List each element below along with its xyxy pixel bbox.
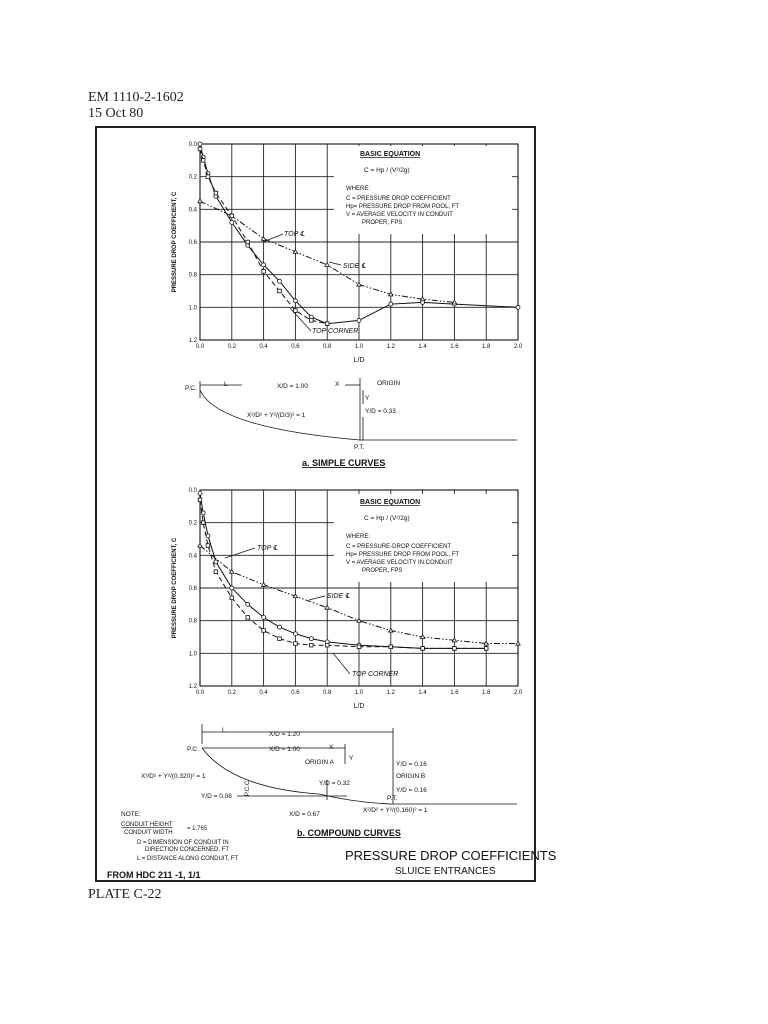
data-point	[201, 521, 205, 525]
x-tick-label: 0.2	[227, 344, 236, 350]
chart-a-x-axis-label: L/D	[353, 357, 365, 364]
x-tick-label: 0.0	[195, 690, 205, 696]
chart-b-geo-y-ratio-016b: Y/D = 0.16	[396, 787, 427, 794]
chart-a-label-top-cl: TOP ℄	[284, 231, 305, 238]
data-point	[309, 637, 313, 641]
data-point	[230, 596, 234, 600]
data-point	[421, 647, 425, 651]
chart-a-caption: a. SIMPLE CURVES	[302, 458, 386, 468]
y-tick-label: 0.2	[188, 174, 197, 181]
eq-def-hp: Hp= PRESSURE DROP FROM POOL, FT	[346, 552, 460, 558]
x-tick-label: 2.0	[513, 344, 523, 350]
y-tick-label: 0.6	[188, 240, 197, 246]
chart-a-y-ticks	[189, 142, 198, 344]
chart-b-geo-y-ratio-008: Y/D = 0.08	[201, 793, 232, 800]
data-point	[278, 625, 282, 629]
data-point	[325, 605, 329, 609]
chart-b-geo-pcc: P.C.C.	[245, 779, 251, 796]
y-tick-label: 0.6	[188, 586, 197, 592]
eq-def-c: C = PRESSURE-DROP COEFFICIENT	[346, 544, 452, 550]
y-tick-label: 0.8	[188, 272, 197, 279]
chart-b-label-top-corner: TOP CORNER	[352, 671, 399, 678]
data-point	[261, 583, 265, 587]
data-point	[262, 615, 266, 619]
note-d-line-2: DIRECTION CONCERNED, FT	[145, 847, 229, 853]
chart-a-label-side-cl: SIDE ℄	[343, 263, 366, 270]
data-point	[198, 142, 202, 146]
data-point	[206, 534, 210, 538]
chart-a-geo-y: Y	[365, 395, 370, 402]
chart-a-equation-box	[334, 146, 512, 234]
data-point	[516, 641, 520, 645]
chart-b-geo-x: X	[329, 744, 334, 751]
chart-a-x-ticks	[196, 344, 523, 350]
data-point	[230, 220, 234, 224]
y-tick-label: 1.2	[188, 684, 197, 690]
x-tick-label: 1.8	[482, 344, 491, 350]
data-point	[198, 498, 202, 502]
data-point	[325, 322, 329, 326]
data-point	[230, 214, 234, 218]
chart-b-geo-l: L	[222, 727, 226, 734]
chart-b-geo-pt: P.T.	[387, 795, 398, 802]
y-tick-label: 1.2	[188, 338, 197, 344]
y-tick-label: 0.0	[188, 142, 197, 148]
x-tick-label: 0.0	[195, 344, 205, 350]
y-tick-label: 0.2	[188, 520, 197, 527]
chart-a-geo-origin: ORIGIN	[377, 380, 401, 387]
chart-b-geo-y: Y	[349, 755, 354, 762]
data-point	[420, 635, 424, 639]
chart-b-y-ticks	[189, 488, 198, 690]
eq-def-v2: PROPER, FPS	[362, 220, 403, 226]
chart-b-x-axis-label: L/D	[353, 703, 365, 710]
data-point	[389, 645, 393, 649]
data-point	[278, 637, 282, 641]
chart-a-geometry	[200, 378, 517, 440]
eq-where: WHERE:	[346, 186, 370, 192]
chart-b-geo-y-ratio-032: Y/D = 0.32	[319, 780, 350, 787]
x-tick-label: 0.4	[259, 344, 268, 350]
y-tick-label: 0.8	[188, 618, 197, 625]
data-point	[198, 147, 202, 151]
data-point	[389, 302, 393, 306]
chart-a-geo-pt: P.T.	[354, 444, 365, 451]
data-point	[262, 629, 266, 633]
chart-b-geo-pc: P.C.	[187, 746, 199, 753]
data-point	[452, 300, 456, 304]
note-d-line-1: D = DIMENSION OF CONDUIT IN	[137, 840, 229, 846]
chart-a-geo-pc: P.C.	[185, 385, 197, 392]
x-tick-label: 1.4	[418, 344, 427, 350]
y-tick-label: 1.0	[188, 651, 197, 658]
x-tick-label: 0.6	[291, 344, 300, 350]
chart-a-geo-y-ratio: Y/D = 0.33	[365, 408, 396, 415]
chart-b-caption: b. COMPOUND CURVES	[297, 828, 401, 838]
data-point	[294, 309, 298, 313]
figure-source: FROM HDC 211 -1, 1/1	[107, 870, 201, 880]
data-point	[201, 159, 205, 163]
chart-a-label-top-corner: TOP CORNER	[312, 328, 359, 335]
x-tick-label: 0.8	[323, 690, 332, 696]
x-tick-label: 0.6	[291, 690, 300, 696]
chart-a-geo-x-ratio: X/D = 1.00	[277, 383, 308, 390]
figure-subtitle: SLUICE ENTRANCES	[395, 866, 496, 877]
document-date: 15 Oct 80	[88, 106, 144, 121]
note-ratio-denominator: CONDUIT WIDTH	[124, 830, 173, 836]
plate-number: PLATE C-22	[88, 887, 162, 902]
chart-b-y-axis-label: PRESSURE DROP COEFFICIENT, C	[172, 537, 178, 639]
note-block	[121, 811, 239, 862]
data-point	[293, 299, 297, 303]
chart-b-geo-x-ratio-067: X/D = 0.67	[289, 811, 320, 818]
data-point	[214, 191, 218, 195]
chart-b-geo-y-ratio-016a: Y/D = 0.16	[396, 761, 427, 768]
data-point	[310, 643, 314, 647]
data-point	[214, 560, 218, 564]
data-point	[230, 586, 234, 590]
y-tick-label: 0.4	[188, 207, 197, 214]
eq-def-c: C = PRESSURE DROP COEFFICIENT	[346, 196, 451, 202]
plate-frame	[95, 126, 557, 882]
data-point	[516, 305, 520, 309]
data-point	[357, 618, 361, 622]
data-point	[310, 319, 314, 323]
data-point	[294, 642, 298, 646]
eq-def-v2: PROPER, FPS	[362, 568, 403, 574]
chart-a-geo-l: L	[224, 381, 228, 388]
data-point	[262, 263, 266, 267]
chart-a-y-axis-label: PRESSURE DROP COEFFICIENT, C	[172, 191, 178, 293]
document-number: EM 1110-2-1602	[88, 90, 184, 105]
data-point	[293, 594, 297, 598]
chart-b-label-side-cl: SIDE ℄	[327, 593, 350, 600]
chart-a-geo-x: X	[335, 381, 340, 388]
data-point	[198, 199, 202, 203]
eq-heading: BASIC EQUATION	[360, 151, 421, 158]
data-point	[357, 282, 361, 286]
data-point	[262, 270, 266, 274]
data-point	[293, 250, 297, 254]
data-point	[214, 570, 218, 574]
plate-figure	[97, 128, 557, 880]
chart-b-geo-x-ratio-120: X/D = 1.20	[269, 731, 300, 738]
data-point	[206, 175, 210, 179]
data-point	[453, 647, 457, 651]
x-tick-label: 1.8	[482, 690, 491, 696]
chart-b-equation-box	[334, 494, 512, 582]
x-tick-label: 1.6	[450, 690, 459, 696]
eq-formula: C = Hp / (V²/2g)	[364, 515, 410, 522]
x-tick-label: 1.2	[386, 344, 395, 350]
data-point	[293, 632, 297, 636]
data-point	[357, 318, 361, 322]
x-tick-label: 2.0	[513, 690, 523, 696]
data-point	[357, 645, 361, 649]
eq-def-v1: V = AVERAGE VELOCITY IN CONDUIT	[346, 560, 453, 566]
data-point	[484, 641, 488, 645]
eq-def-v1: V = AVERAGE VELOCITY IN CONDUIT	[346, 212, 453, 218]
chart-a-geo-equation: X²/D² + Y²/(D/3)² = 1	[247, 412, 306, 419]
figure-title: PRESSURE DROP COEFFICIENTS	[345, 848, 557, 863]
x-tick-label: 1.0	[354, 690, 364, 696]
x-tick-label: 1.4	[418, 690, 427, 696]
chart-b-geo-equation-a: X²/D² + Y²/(0.320)² = 1	[141, 773, 206, 780]
x-tick-label: 0.8	[323, 344, 332, 350]
eq-formula: C = Hp / (V²/2g)	[364, 167, 410, 174]
note-l-line: L = DISTANCE ALONG CONDUIT, FT	[137, 856, 239, 862]
data-point	[325, 263, 329, 267]
x-tick-label: 1.6	[450, 344, 459, 350]
eq-where: WHERE:	[346, 534, 370, 540]
y-tick-label: 0.4	[188, 553, 197, 560]
chart-b-label-top-cl: TOP ℄	[257, 545, 278, 552]
chart-b-x-ticks	[196, 690, 523, 696]
data-point	[198, 543, 202, 547]
data-point	[246, 616, 250, 620]
note-ratio-numerator: CONDUIT HEIGHT	[121, 822, 173, 828]
eq-def-hp: Hp= PRESSURE DROP FROM POOL, FT	[346, 204, 460, 210]
x-tick-label: 1.2	[386, 690, 395, 696]
data-point	[452, 638, 456, 642]
note-label: NOTE:	[121, 811, 141, 818]
data-point	[278, 289, 282, 293]
data-point	[198, 491, 202, 495]
chart-b-geo-origin-a: ORIGIN A	[305, 759, 334, 766]
chart-b-geo-x-ratio-100: X/D = 1.00	[269, 746, 300, 753]
x-tick-label: 1.0	[354, 344, 364, 350]
data-point	[420, 297, 424, 301]
data-point	[389, 628, 393, 632]
x-tick-label: 0.2	[227, 690, 236, 696]
data-point	[278, 279, 282, 283]
data-point	[325, 643, 329, 647]
x-tick-label: 0.4	[259, 690, 268, 696]
data-point	[246, 240, 250, 244]
data-point	[246, 602, 250, 606]
y-tick-label: 1.0	[188, 305, 197, 312]
data-point	[206, 544, 210, 548]
data-point	[389, 292, 393, 296]
chart-b-geo-origin-b: ORIGIN B	[396, 773, 426, 780]
chart-b-geo-equation-b: X²/D² + Y²/(0.160)² = 1	[363, 807, 428, 814]
eq-heading: BASIC EQUATION	[360, 499, 421, 506]
data-point	[484, 647, 488, 651]
y-tick-label: 0.0	[188, 488, 197, 494]
note-ratio-value: = 1.765	[187, 826, 208, 832]
